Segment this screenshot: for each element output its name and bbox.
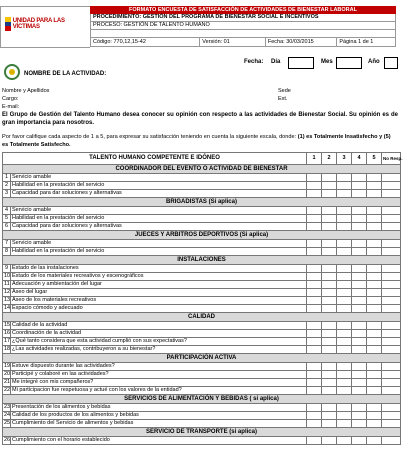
item-question: Habilidad en la prestación del servicio	[11, 248, 307, 256]
scale-5: 5	[367, 153, 382, 165]
rating-cell-1[interactable]	[307, 190, 322, 198]
document-header	[0, 0, 400, 48]
section-title: CALIDAD	[3, 313, 401, 322]
rating-cell-3[interactable]	[337, 346, 352, 354]
no-responde-cell[interactable]	[382, 174, 401, 182]
rating-cell-4[interactable]	[352, 305, 367, 313]
table-row	[3, 240, 401, 248]
ext-label: Ext.	[278, 96, 288, 102]
item-question: Estuve dispuesto durante las actividades?	[11, 363, 307, 371]
rating-cell-3[interactable]	[337, 248, 352, 256]
rating-cell-5[interactable]	[367, 330, 382, 338]
table-row	[3, 412, 401, 420]
table-row	[3, 305, 401, 313]
section-title: PARTICIPACIÓN ACTIVA	[3, 354, 401, 363]
intro-text: El Grupo de Gestión del Talento Humano desea conocer su opinión con respecto a las actividades de Bienestar Social. Su opinión es de gran importancia para nosotros.	[2, 112, 398, 126]
item-question: Coordinación de la actividad	[11, 330, 307, 338]
rating-cell-2[interactable]	[322, 404, 337, 412]
table-row	[3, 387, 401, 395]
item-number: 9	[3, 265, 11, 273]
rating-cell-2[interactable]	[322, 297, 337, 305]
rating-cell-3[interactable]	[337, 404, 352, 412]
rating-cell-4[interactable]	[352, 363, 367, 371]
table-row	[3, 363, 401, 371]
table-row	[3, 297, 401, 305]
rating-cell-1[interactable]	[307, 182, 322, 190]
rating-cell-1[interactable]	[307, 240, 322, 248]
section-title: SERVICIO DE TRANSPORTE (si aplica)	[3, 428, 401, 437]
rating-cell-4[interactable]	[352, 215, 367, 223]
rating-cell-3[interactable]	[337, 207, 352, 215]
rating-cell-4[interactable]	[352, 420, 367, 428]
mes-label: Mes	[321, 59, 333, 65]
table-row	[3, 379, 401, 387]
rating-cell-5[interactable]	[367, 174, 382, 182]
flag-icon	[5, 17, 11, 31]
rating-cell-3[interactable]	[337, 273, 352, 281]
section-header-row	[3, 354, 401, 363]
no-responde-cell[interactable]	[382, 437, 401, 445]
rating-cell-2[interactable]	[322, 437, 337, 445]
no-responde-cell[interactable]	[382, 371, 401, 379]
no-responde-cell[interactable]	[382, 338, 401, 346]
item-question: Mi participacion fue respetuosa y actué con los valores de la entidad?	[11, 387, 307, 395]
item-number: 16	[4, 330, 11, 336]
table-row	[3, 404, 401, 412]
cargo-label: Cargo:	[2, 96, 19, 102]
item-number: 8	[3, 248, 11, 256]
rating-cell-4[interactable]	[352, 281, 367, 289]
table-row	[3, 322, 401, 330]
item-number: 11	[4, 281, 10, 287]
rating-cell-5[interactable]	[367, 207, 382, 215]
no-responde-cell[interactable]	[382, 387, 401, 395]
item-number: 2	[3, 182, 11, 190]
table-row	[3, 346, 401, 354]
no-responde-cell[interactable]	[382, 215, 401, 223]
email-label: E-mail:	[2, 104, 20, 110]
no-responde-cell[interactable]	[382, 248, 401, 256]
no-responde-cell[interactable]	[382, 190, 401, 198]
rating-cell-4[interactable]	[352, 207, 367, 215]
rating-cell-4[interactable]	[352, 265, 367, 273]
rating-cell-3[interactable]	[337, 190, 352, 198]
no-responde-cell[interactable]	[382, 305, 401, 313]
item-question: Participé y colaboré en las actividades?	[11, 371, 307, 379]
rating-cell-5[interactable]	[367, 322, 382, 330]
item-number: 19	[4, 363, 11, 369]
table-row	[3, 338, 401, 346]
ano-label: Año	[368, 59, 380, 65]
rating-cell-1[interactable]	[307, 174, 322, 182]
rating-cell-3[interactable]	[337, 174, 352, 182]
rating-cell-4[interactable]	[352, 174, 367, 182]
ano-field[interactable]	[384, 57, 398, 69]
rating-cell-5[interactable]	[367, 346, 382, 354]
rating-cell-4[interactable]	[352, 248, 367, 256]
rating-cell-4[interactable]	[352, 371, 367, 379]
rating-cell-5[interactable]	[367, 420, 382, 428]
item-question: Aseo del lugar	[11, 289, 307, 297]
survey-table	[2, 152, 401, 445]
rating-cell-1[interactable]	[307, 338, 322, 346]
rating-cell-3[interactable]	[337, 322, 352, 330]
rating-cell-4[interactable]	[352, 297, 367, 305]
rating-cell-2[interactable]	[322, 346, 337, 354]
rating-cell-5[interactable]	[367, 338, 382, 346]
rating-cell-2[interactable]	[322, 420, 337, 428]
no-responde-cell[interactable]	[382, 404, 401, 412]
item-number: 25	[4, 420, 11, 426]
no-responde-cell[interactable]	[382, 420, 401, 428]
section-header-row	[3, 428, 401, 437]
section-title: JUECES Y ARBITROS DEPORTIVOS (Si aplica)	[3, 231, 401, 240]
item-question: ¿Qué tanto considera que esta actividad cumplió con sus expectativas?	[11, 338, 307, 346]
instruction-scale: (1) es Totalmente Insatisfecho y (5) es Totalmente Satisfecho.	[2, 134, 391, 148]
rating-cell-5[interactable]	[367, 305, 382, 313]
table-row	[3, 273, 401, 281]
no-responde-cell[interactable]	[382, 207, 401, 215]
rating-cell-5[interactable]	[367, 190, 382, 198]
fecha-documento: Fecha: 30/03/2015	[266, 38, 338, 46]
table-row	[3, 182, 401, 190]
rating-cell-4[interactable]	[352, 273, 367, 281]
rating-cell-3[interactable]	[337, 371, 352, 379]
item-question: Espacio cómodo y adecuado	[11, 305, 307, 313]
item-question: Servicio amable	[11, 207, 307, 215]
rating-cell-4[interactable]	[352, 182, 367, 190]
rating-cell-5[interactable]	[367, 215, 382, 223]
rating-cell-4[interactable]	[352, 289, 367, 297]
rating-cell-3[interactable]	[337, 215, 352, 223]
rating-cell-1[interactable]	[307, 215, 322, 223]
item-number: 7	[3, 240, 11, 248]
section-title: COORDINADOR DEL EVENTO O ACTIVIDAD DE BIENESTAR	[3, 165, 401, 174]
rating-cell-1[interactable]	[307, 379, 322, 387]
codigo: Código: 770,12,15-42	[91, 38, 200, 46]
table-row	[3, 223, 401, 231]
item-number: 5	[3, 215, 11, 223]
table-row	[3, 437, 401, 445]
rating-cell-5[interactable]	[367, 289, 382, 297]
rating-cell-1[interactable]	[307, 297, 322, 305]
rating-cell-2[interactable]	[322, 248, 337, 256]
actividad-label: NOMBRE DE LA ACTIVIDAD:	[24, 71, 107, 77]
rating-cell-1[interactable]	[307, 404, 322, 412]
item-number: 4	[3, 207, 11, 215]
rating-cell-2[interactable]	[322, 305, 337, 313]
item-question: Habilidad en la prestación del servicio	[11, 182, 307, 190]
rating-cell-5[interactable]	[367, 265, 382, 273]
rating-cell-2[interactable]	[322, 174, 337, 182]
item-number: 21	[4, 379, 11, 385]
item-question: Capacidad para dar soluciones y alternativas	[11, 223, 307, 231]
rating-cell-3[interactable]	[337, 305, 352, 313]
rating-cell-3[interactable]	[337, 437, 352, 445]
table-row	[3, 248, 401, 256]
rating-cell-5[interactable]	[367, 412, 382, 420]
rating-cell-4[interactable]	[352, 322, 367, 330]
version: Versión: 01	[200, 38, 266, 46]
rating-cell-5[interactable]	[367, 371, 382, 379]
rating-cell-3[interactable]	[337, 338, 352, 346]
rating-cell-1[interactable]	[307, 223, 322, 231]
rating-cell-5[interactable]	[367, 404, 382, 412]
scale-2: 2	[322, 153, 337, 165]
rating-cell-3[interactable]	[337, 265, 352, 273]
rating-cell-4[interactable]	[352, 387, 367, 395]
rating-cell-4[interactable]	[352, 330, 367, 338]
rating-cell-1[interactable]	[307, 273, 322, 281]
item-question: Adecuación y ambientación del lugar	[11, 281, 307, 289]
rating-cell-3[interactable]	[337, 223, 352, 231]
rating-cell-1[interactable]	[307, 248, 322, 256]
no-responde-cell[interactable]	[382, 223, 401, 231]
rating-cell-5[interactable]	[367, 387, 382, 395]
table-row	[3, 330, 401, 338]
seal-icon	[4, 64, 20, 80]
rating-cell-2[interactable]	[322, 190, 337, 198]
table-row	[3, 371, 401, 379]
item-question: Presentación de los alimentos y bebidas	[11, 404, 307, 412]
scale-1: 1	[307, 153, 322, 165]
rating-cell-3[interactable]	[337, 240, 352, 248]
no-responde-cell[interactable]	[382, 273, 401, 281]
table-row	[3, 265, 401, 273]
rating-cell-3[interactable]	[337, 379, 352, 387]
section-header-row	[3, 313, 401, 322]
rating-cell-2[interactable]	[322, 265, 337, 273]
rating-cell-2[interactable]	[322, 371, 337, 379]
rating-cell-2[interactable]	[322, 207, 337, 215]
rating-cell-5[interactable]	[367, 273, 382, 281]
rating-cell-1[interactable]	[307, 346, 322, 354]
table-row	[3, 207, 401, 215]
rating-cell-5[interactable]	[367, 437, 382, 445]
rating-cell-5[interactable]	[367, 281, 382, 289]
no-responde-cell[interactable]	[382, 297, 401, 305]
rating-cell-2[interactable]	[322, 322, 337, 330]
nombre-label: Nombre y Apellidos	[2, 88, 50, 94]
dia-field[interactable]	[288, 57, 314, 69]
item-number: 22	[4, 387, 11, 393]
item-question: Estado de los materiales recreativos y escenográficos	[11, 273, 307, 281]
rating-cell-5[interactable]	[367, 240, 382, 248]
no-responde-cell[interactable]	[382, 322, 401, 330]
item-number: 3	[3, 190, 11, 198]
scale-3: 3	[337, 153, 352, 165]
item-number: 12	[4, 289, 11, 295]
table-header-row	[3, 153, 401, 165]
dia-label: Día	[271, 59, 281, 65]
section-header-row	[3, 165, 401, 174]
no-responde-cell[interactable]	[382, 281, 401, 289]
rating-cell-4[interactable]	[352, 223, 367, 231]
rating-cell-1[interactable]	[307, 387, 322, 395]
section-header-row	[3, 231, 401, 240]
item-question: Aseo de los materiales recreativos	[11, 297, 307, 305]
item-number: 1	[3, 174, 11, 182]
rating-cell-5[interactable]	[367, 363, 382, 371]
sede-label: Sede	[278, 88, 291, 94]
rating-cell-2[interactable]	[322, 281, 337, 289]
item-question: Servicio amable	[11, 240, 307, 248]
section-header-row	[3, 395, 401, 404]
section-header-row	[3, 198, 401, 207]
rating-cell-2[interactable]	[322, 412, 337, 420]
no-responde-cell[interactable]	[382, 289, 401, 297]
table-heading: TALENTO HUMANO COMPETENTE E IDÓNEO	[3, 153, 307, 165]
rating-cell-2[interactable]	[322, 223, 337, 231]
rating-cell-1[interactable]	[307, 265, 322, 273]
item-number: 17	[4, 338, 11, 344]
table-row	[3, 190, 401, 198]
item-number: 6	[3, 223, 11, 231]
rating-cell-5[interactable]	[367, 297, 382, 305]
section-title: SERVICIOS DE ALIMENTACIÓN Y BEBIDAS ( si aplica)	[3, 395, 401, 404]
item-number: 18	[4, 346, 11, 352]
rating-cell-4[interactable]	[352, 412, 367, 420]
rating-cell-3[interactable]	[337, 297, 352, 305]
item-number: 10	[4, 273, 11, 279]
item-question: Cumplimiento con el horario establecido	[11, 437, 307, 445]
item-number: 15	[4, 322, 11, 328]
no-responde-cell[interactable]	[382, 346, 401, 354]
table-row	[3, 281, 401, 289]
rating-cell-2[interactable]	[322, 379, 337, 387]
rating-cell-5[interactable]	[367, 379, 382, 387]
instruction-plain: Por favor califique cada aspecto de 1 a 5, para expresar su satisfacción teniendo en cuenta la siguiente escala, donde:	[2, 134, 298, 140]
no-responde-cell[interactable]	[382, 412, 401, 420]
pagina: Página 1 de 1	[339, 39, 374, 45]
document-meta	[90, 38, 396, 47]
item-question: Habilidad en la prestación del servicio	[11, 215, 307, 223]
rating-cell-3[interactable]	[337, 182, 352, 190]
mes-field[interactable]	[336, 57, 362, 69]
item-question: Servicio amable	[11, 174, 307, 182]
table-row	[3, 174, 401, 182]
fecha-label: Fecha:	[244, 59, 264, 65]
rating-cell-1[interactable]	[307, 437, 322, 445]
header-spacer	[90, 30, 396, 38]
rating-cell-4[interactable]	[352, 240, 367, 248]
rating-cell-1[interactable]	[307, 289, 322, 297]
rating-cell-1[interactable]	[307, 281, 322, 289]
rating-cell-4[interactable]	[352, 437, 367, 445]
rating-cell-2[interactable]	[322, 182, 337, 190]
form-title: FORMATO ENCUESTA DE SATISFACCIÓN DE ACTIVIDADES DE BIENESTAR LABORAL	[90, 6, 396, 14]
rating-cell-3[interactable]	[337, 289, 352, 297]
rating-cell-1[interactable]	[307, 305, 322, 313]
item-number: 14	[4, 305, 11, 311]
instruction-text	[2, 133, 398, 149]
no-responde-cell[interactable]	[382, 363, 401, 371]
rating-cell-2[interactable]	[322, 215, 337, 223]
item-question: Calidad de la actividad	[11, 322, 307, 330]
rating-cell-5[interactable]	[367, 223, 382, 231]
no-responde-cell[interactable]	[382, 265, 401, 273]
rating-cell-1[interactable]	[307, 330, 322, 338]
rating-cell-4[interactable]	[352, 346, 367, 354]
item-number: 26	[4, 437, 11, 443]
rating-cell-1[interactable]	[307, 420, 322, 428]
rating-cell-4[interactable]	[352, 379, 367, 387]
no-responde-cell[interactable]	[382, 330, 401, 338]
logo-cell	[0, 6, 90, 48]
rating-cell-5[interactable]	[367, 182, 382, 190]
rating-cell-3[interactable]	[337, 420, 352, 428]
rating-cell-3[interactable]	[337, 330, 352, 338]
no-responde-cell[interactable]	[382, 182, 401, 190]
rating-cell-1[interactable]	[307, 363, 322, 371]
scale-4: 4	[352, 153, 367, 165]
section-header-row	[3, 256, 401, 265]
unidad-victimas-logo	[5, 17, 90, 31]
rating-cell-1[interactable]	[307, 207, 322, 215]
rating-cell-3[interactable]	[337, 363, 352, 371]
rating-cell-2[interactable]	[322, 289, 337, 297]
rating-cell-2[interactable]	[322, 330, 337, 338]
table-row	[3, 420, 401, 428]
rating-cell-5[interactable]	[367, 248, 382, 256]
item-question: Calidad de los productos de los alimentos y bebidas	[11, 412, 307, 420]
logo-text: UNIDAD PARA LAS VÍCTIMAS	[12, 18, 65, 30]
rating-cell-4[interactable]	[352, 404, 367, 412]
table-row	[3, 215, 401, 223]
section-title: BRIGADISTAS (Si aplica)	[3, 198, 401, 207]
item-number: 13	[4, 297, 11, 303]
item-question: Estado de las instalaciones	[11, 265, 307, 273]
rating-cell-2[interactable]	[322, 387, 337, 395]
item-question: ¿Las actividades realizadas, contribuyeron a su bienestar?	[11, 346, 307, 354]
rating-cell-1[interactable]	[307, 371, 322, 379]
rating-cell-1[interactable]	[307, 412, 322, 420]
rating-cell-3[interactable]	[337, 412, 352, 420]
rating-cell-2[interactable]	[322, 273, 337, 281]
item-question: Me integré con mis compañeros?	[11, 379, 307, 387]
rating-cell-2[interactable]	[322, 363, 337, 371]
item-question: Cumplimiento del Servicio de alimentos y bebidas	[11, 420, 307, 428]
no-responde: No Resp.	[382, 153, 401, 165]
rating-cell-3[interactable]	[337, 387, 352, 395]
no-responde-cell[interactable]	[382, 379, 401, 387]
rating-cell-1[interactable]	[307, 322, 322, 330]
rating-cell-2[interactable]	[322, 338, 337, 346]
proceso-label: PROCESO: GESTIÓN DE TALENTO HUMANO	[90, 22, 396, 30]
item-number: 24	[4, 412, 11, 418]
item-number: 20	[4, 371, 11, 377]
item-number: 23	[4, 404, 11, 410]
rating-cell-4[interactable]	[352, 338, 367, 346]
item-question: Capacidad para dar soluciones y alternativas	[11, 190, 307, 198]
table-row	[3, 289, 401, 297]
rating-cell-2[interactable]	[322, 240, 337, 248]
section-title: INSTALACIONES	[3, 256, 401, 265]
rating-cell-3[interactable]	[337, 281, 352, 289]
rating-cell-4[interactable]	[352, 190, 367, 198]
no-responde-cell[interactable]	[382, 240, 401, 248]
procedimiento-label: PROCEDIMIENTO: GESTIÓN DEL PROGRAMA DE BIENESTAR SOCIAL E INCENTIVOS	[90, 14, 396, 22]
